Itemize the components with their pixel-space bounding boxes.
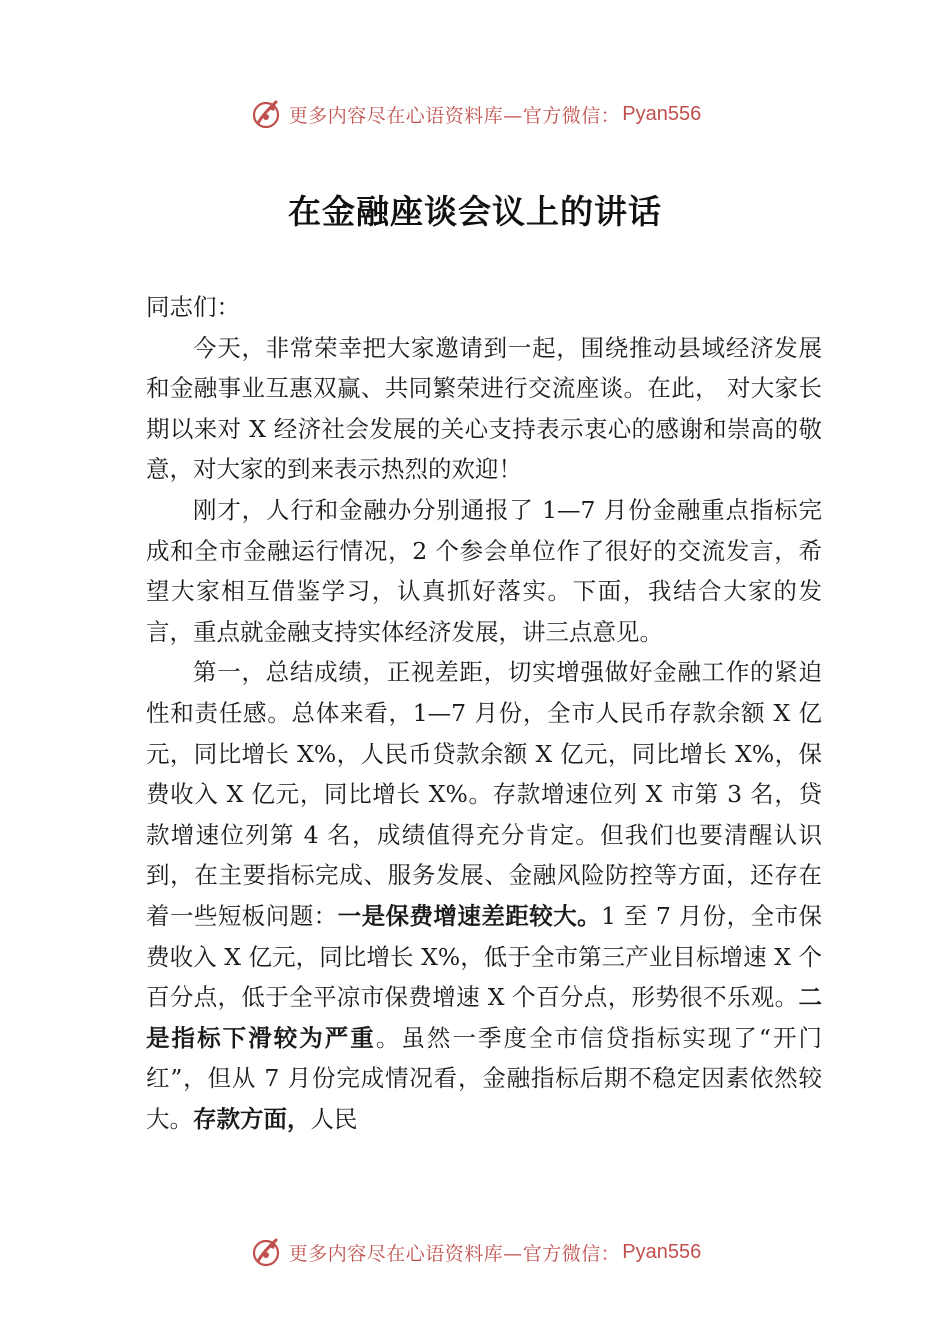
paragraph-3 — [146, 652, 822, 1139]
document-body — [146, 287, 822, 1139]
watermark-wechat-id: Pyan556 — [622, 102, 702, 125]
paragraph-3-bold-3: 存款方面， — [193, 1104, 311, 1133]
paragraph-3-bold-1: 一是保费增速差距较大。 — [337, 901, 602, 930]
brush-logo-icon — [249, 97, 283, 131]
document-title: 在金融座谈会议上的讲话 — [288, 192, 662, 231]
paragraph-3-text-a: 第一，总结成绩，正视差距，切实增强做好金融工作的紧迫性和责任感。总体来看，1—7 月份，全市人民币存款余额 X 亿元，同比增长 X%，人民币贷款余额 X 亿元，同比增长 X%，保费收入 X 亿元，同比增长 X%。存款增速位列 X 市第 3 名，贷款增速位列第 4 名，成绩值得充分肯定。但我们也要清醒认识到，在主要指标完成、服务发展、金融风险防控等方面，还存在着一些短板问题： — [146, 658, 822, 930]
watermark-text: 更多内容尽在心语资料库—官方微信： — [288, 104, 621, 127]
paragraph-3-text-d: 。虽然一季度全市信贷指标实现了“开门红”，但从 7 月份完成情况看，金融指标后期不稳定因素依然较大。 — [146, 1023, 823, 1133]
watermark-text: 更多内容尽在心语资料库—官方微信： — [288, 1242, 621, 1265]
paragraph-3-text-c: 1 至 7 月份，全市保费收入 X 亿元，同比增长 X%，低于全市第三产业目标增速 X 个百分点，低于全平凉市保费增速 X 个百分点，形势很不乐观。 — [146, 901, 822, 1012]
watermark-footer — [0, 1232, 950, 1272]
paragraph-1: 今天，非常荣幸把大家邀请到一起，围绕推动县域经济发展和金融事业互惠双赢、共同繁荣进行交流座谈。在此， 对大家长期以来对 X 经济社会发展的关心支持表示衷心的感谢和崇高的敬意，对大家的到来表示热烈的欢迎！ — [146, 333, 822, 484]
brush-logo-icon — [249, 1235, 283, 1269]
paragraph-3-text-e: 人民 — [310, 1104, 358, 1133]
paragraph-2: 刚才，人行和金融办分别通报了 1—7 月份金融重点指标完成和全市金融运行情况，2 个参会单位作了很好的交流发言，希望大家相互借鉴学习，认真抓好落实。下面，我结合大家的发言，重点就金融支持实体经济发展，讲三点意见。 — [146, 495, 822, 646]
paragraph-3-bold-2: 二是指标下滑较为严重 — [146, 983, 822, 1052]
watermark-header — [0, 94, 950, 134]
watermark-wechat-id: Pyan556 — [622, 1240, 702, 1263]
salutation: 同志们： — [146, 293, 240, 321]
